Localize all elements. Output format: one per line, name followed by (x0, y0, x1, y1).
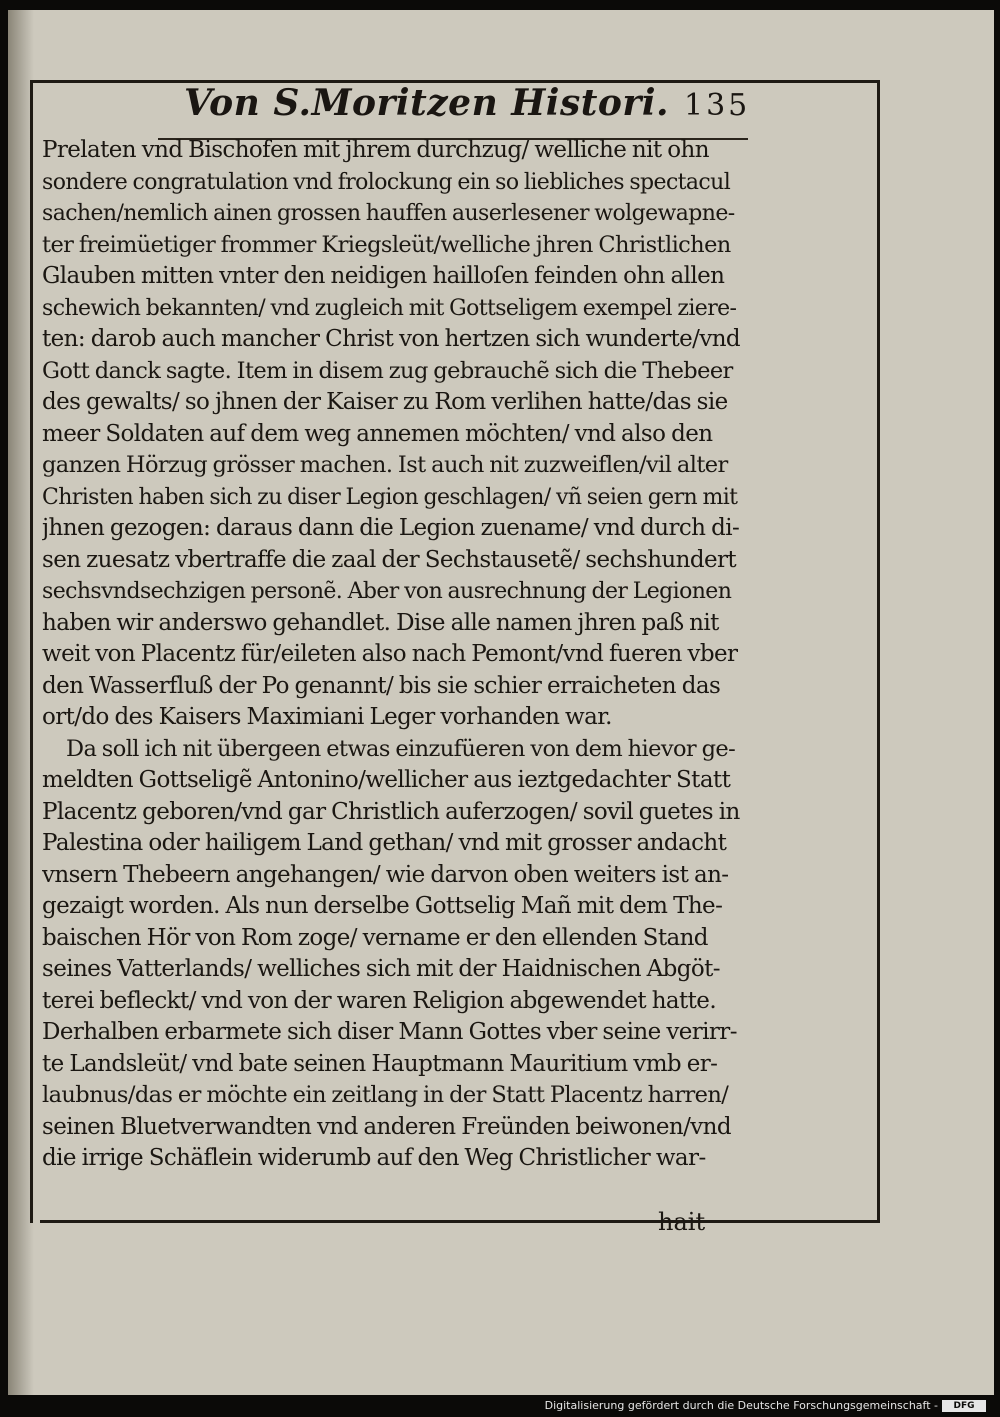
text-line: die irrige Schäflein widerumb auf den Weg Christlicher war- (42, 1145, 706, 1171)
text-line: vnsern Thebeern angehangen/ wie darvon oben weiters ist an- (42, 861, 729, 888)
text-line: seinen Bluetverwandten vnd anderen Freünden beiwonen/vnd (42, 1113, 731, 1140)
text-line: meldten Gottseligẽ Antonino/wellicher aus ieztgedachter Statt (42, 767, 731, 793)
text-line: Placentz geboren/vnd gar Christlich auferzogen/ sovil guetes in (42, 798, 740, 825)
text-line: schewich bekannten/ vnd zugleich mit Gottseligem exempel ziere- (42, 295, 737, 321)
funding-credit: Digitalisierung gefördert durch die Deutsche Forschungsgemeinschaft - (544, 1399, 938, 1412)
text-line: seines Vatterlands/ welliches sich mit der Haidnischen Abgöt- (42, 956, 720, 982)
text-line: Prelaten vnd Bischofen mit jhrem durchzug/ welliche nit ohn (42, 137, 709, 163)
text-line: baischen Hör von Rom zoge/ vername er den ellenden Stand (42, 924, 708, 951)
text-line: sondere congratulation vnd frolockung ein so liebliches spectacul (42, 169, 731, 195)
text-line: haben wir anderswo gehandlet. Dise alle namen jhren paß nit (42, 609, 719, 636)
text-line: sen zuesatz vbertraffe die zaal der Sechstausetẽ/ sechshundert (42, 546, 737, 573)
text-line: gezaigt worden. Als nun derselbe Gottselig Mañ mit dem The- (42, 893, 723, 919)
text-line: Christen haben sich zu diser Legion geschlagen/ vñ seien gern mit (42, 484, 738, 510)
text-line: den Wasserfluß der Po genannt/ bis sie schier erraicheten das (42, 672, 721, 699)
text-line: sechsvndsechzigen personẽ. Aber von ausrechnung der Legionen (42, 579, 732, 604)
text-line: laubnus/das er möchte ein zeitlang in der Statt Placentz harren/ (42, 1082, 729, 1108)
text-line: Glauben mitten vnter den neidigen hailloſen feinden ohn allen (42, 263, 725, 289)
body-text (42, 135, 742, 1175)
text-line: ter freimüetiger frommer Kriegsleüt/welliche jhren Christlichen (42, 231, 731, 258)
text-line: ten: darob auch mancher Christ von hertzen sich wunderte/vnd (42, 326, 741, 352)
running-title: Von S.Moritzen Histori. (184, 82, 670, 124)
text-line: weit von Placentz für/eileten also nach Pemont/vnd fueren vber (42, 641, 738, 667)
text-line: sachen/nemlich ainen grossen hauffen auserlesener wolgewapne- (42, 201, 735, 226)
dfg-logo: DFG (942, 1400, 986, 1412)
text-line: te Landsleüt/ vnd bate seinen Hauptmann Mauritium vmb er- (42, 1050, 718, 1077)
text-line: meer Soldaten auf dem weg annemen möchten/ vnd also den (42, 420, 713, 447)
book-page (8, 10, 994, 1395)
text-line: Gott danck sagte. Item in disem zug gebrauchẽ sich die Thebeer (42, 357, 733, 384)
text-line: ort/do des Kaisers Maximiani Leger vorhanden war. (42, 704, 612, 730)
text-line: terei befleckt/ vnd von der waren Religion abgewendet hatte. (42, 987, 717, 1014)
digitization-footer (0, 1395, 1000, 1417)
page-header (184, 82, 751, 138)
page-number: 135 (684, 88, 751, 123)
bottom-rule (40, 1220, 880, 1223)
paragraph-start-line: Da soll ich nit übergeen etwas einzufüeren von dem hievor ge- (66, 735, 736, 762)
text-line: ganzen Hörzug grösser machen. Ist auch nit zuzweiflen/vil alter (42, 452, 728, 478)
text-line: Derhalben erbarmete sich diser Mann Gottes vber seine verirr- (42, 1019, 737, 1045)
text-line: Palestina oder hailigem Land gethan/ vnd mit grosser andacht (42, 830, 727, 856)
text-line: jhnen gezogen: daraus dann die Legion zuename/ vnd durch di- (42, 515, 740, 541)
catchword: hait (658, 1208, 706, 1236)
text-line: des gewalts/ so jhnen der Kaiser zu Rom verlihen hatte/das sie (42, 389, 728, 415)
